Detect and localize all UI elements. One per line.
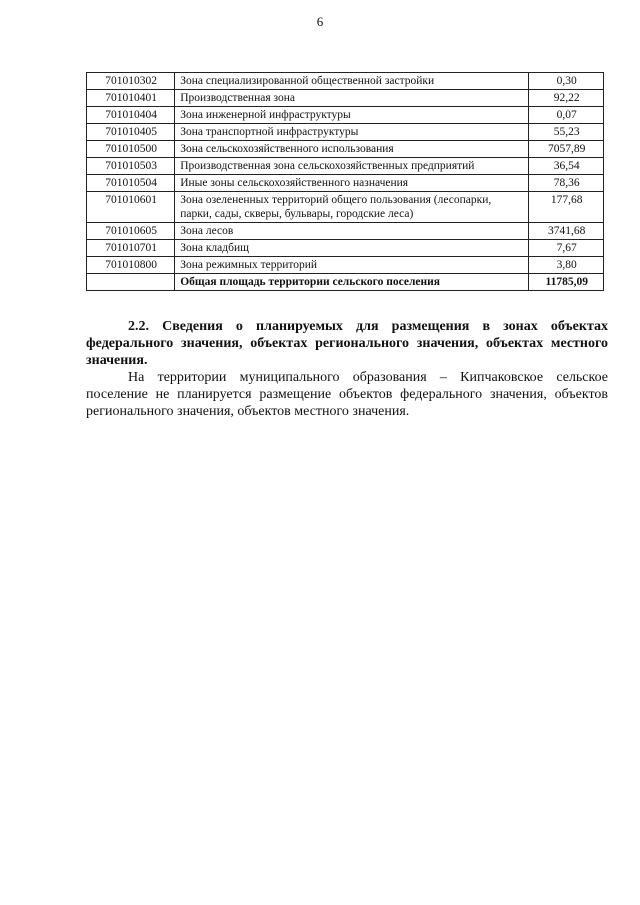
table-row <box>87 124 604 141</box>
zone-code: 701010504 <box>87 175 175 192</box>
total-label: Общая площадь территории сельского поселения <box>175 274 529 291</box>
zone-code: 701010404 <box>87 107 175 124</box>
zone-area: 177,68 <box>529 192 604 223</box>
section-body: На территории муниципального образования – Кипчаковское сельское поселение не планируется размещение объектов федерального значения, объектов регионального значения, объектов местного значения. <box>86 370 608 419</box>
zone-name: Зона кладбищ <box>175 240 529 257</box>
zone-code: 701010800 <box>87 257 175 274</box>
zone-area: 7,67 <box>529 240 604 257</box>
table-row <box>87 223 604 240</box>
zone-name: Производственная зона сельскохозяйственных предприятий <box>175 158 529 175</box>
total-row <box>87 274 604 291</box>
section-title: 2.2. Сведения о планируемых для размещения в зонах объектах федерального значения, объектах регионального значения, объектах местного значения. <box>86 319 608 368</box>
zone-code: 701010500 <box>87 141 175 158</box>
zone-name: Производственная зона <box>175 90 529 107</box>
zone-area: 36,54 <box>529 158 604 175</box>
zone-name: Зона специализированной общественной застройки <box>175 73 529 90</box>
zone-name: Зона сельскохозяйственного использования <box>175 141 529 158</box>
zones-table <box>86 72 604 291</box>
table-row <box>87 73 604 90</box>
table-row <box>87 192 604 223</box>
table-row <box>87 175 604 192</box>
page-number: 6 <box>316 14 324 29</box>
table-row <box>87 240 604 257</box>
zone-area: 0,30 <box>529 73 604 90</box>
zone-code: 701010701 <box>87 240 175 257</box>
zone-code: 701010605 <box>87 223 175 240</box>
zone-area: 78,36 <box>529 175 604 192</box>
zone-name: Зона инженерной инфраструктуры <box>175 107 529 124</box>
zone-code: 701010503 <box>87 158 175 175</box>
zone-code: 701010401 <box>87 90 175 107</box>
zone-area: 55,23 <box>529 124 604 141</box>
table-row <box>87 141 604 158</box>
zone-area: 3741,68 <box>529 223 604 240</box>
zone-name: Зона озелененных территорий общего пользования (лесопарки, парки, сады, скверы, бульвары, городские леса) <box>175 192 529 223</box>
zone-code: 701010302 <box>87 73 175 90</box>
zone-code: 701010601 <box>87 192 175 223</box>
zone-area: 3,80 <box>529 257 604 274</box>
section-2-2 <box>86 318 608 420</box>
table-row <box>87 107 604 124</box>
zone-name: Зона режимных территорий <box>175 257 529 274</box>
zone-area: 92,22 <box>529 90 604 107</box>
total-area: 11785,09 <box>529 274 604 291</box>
table-row <box>87 158 604 175</box>
table-row <box>87 257 604 274</box>
total-code <box>87 274 175 291</box>
zone-name: Иные зоны сельскохозяйственного назначения <box>175 175 529 192</box>
zone-name: Зона лесов <box>175 223 529 240</box>
zone-code: 701010405 <box>87 124 175 141</box>
zone-area: 0,07 <box>529 107 604 124</box>
zone-area: 7057,89 <box>529 141 604 158</box>
table-row <box>87 90 604 107</box>
zone-name: Зона транспортной инфраструктуры <box>175 124 529 141</box>
